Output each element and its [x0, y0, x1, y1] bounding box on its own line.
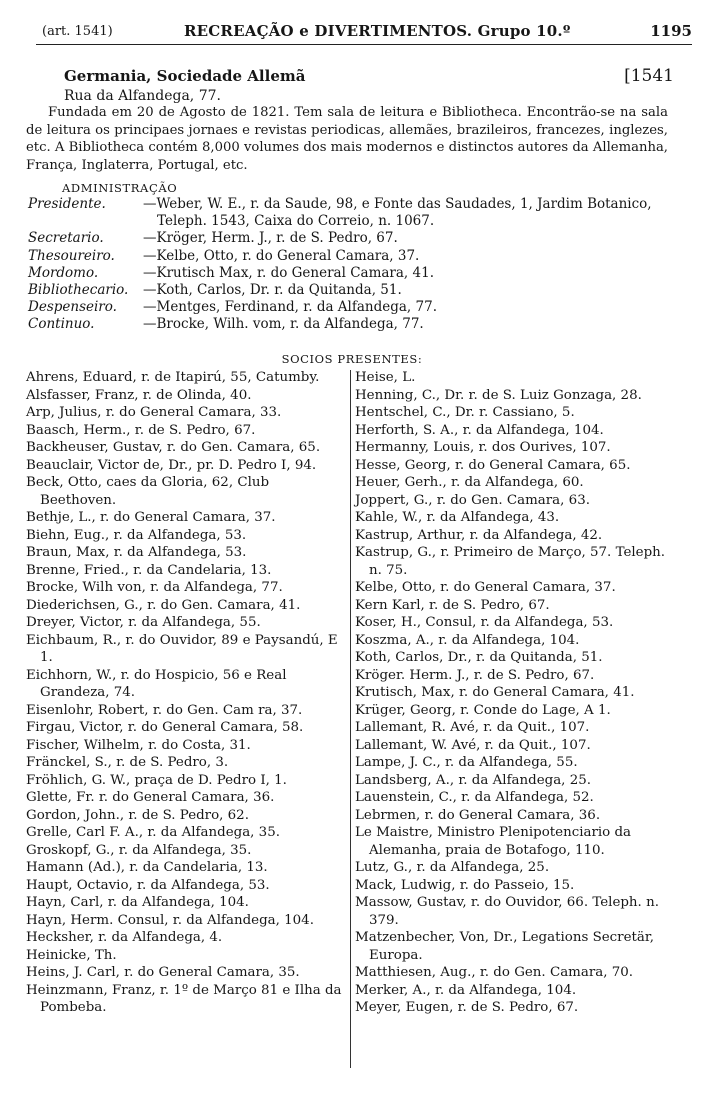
- members-column-left: [26, 369, 346, 1017]
- member-entry: Fischer, Wilhelm, r. do Costa, 31.: [26, 737, 251, 753]
- admin-row: [28, 196, 668, 230]
- member-entry: Kahle, W., r. da Alfandega, 43.: [355, 510, 560, 525]
- member-entry: Beauclair, Victor de, Dr., pr. D. Pedro I, 94.: [26, 457, 317, 473]
- administration-list: [28, 196, 668, 334]
- member-entry: Haupt, Octavio, r. da Alfandega, 53.: [26, 877, 270, 893]
- member-entry: Diederichsen, G., r. do Gen. Camara, 41.: [26, 597, 301, 613]
- member-entry: Heins, J. Carl, r. do General Camara, 35.: [26, 965, 300, 980]
- entry-title: Germania, Sociedade Allemã: [64, 67, 306, 85]
- member-entry: Heinicke, Th.: [26, 947, 117, 963]
- article-range: (art. 1541): [42, 24, 113, 39]
- member-entry: Fränckel, S., r. de S. Pedro, 3.: [26, 755, 229, 770]
- member-entry: Hayn, Carl, r. da Alfandega, 104.: [26, 895, 249, 910]
- member-entry: Heise, L.: [355, 370, 416, 385]
- member-entry: Lampe, J. C., r. da Alfandega, 55.: [355, 755, 578, 770]
- member-entry: Beck, Otto, caes da Gloria, 62, Club Beethoven.: [26, 475, 270, 508]
- member-entry: Mack, Ludwig, r. do Passeio, 15.: [355, 877, 575, 893]
- member-entry: Herforth, S. A., r. da Alfandega, 104.: [355, 422, 604, 438]
- admin-row: [28, 316, 668, 333]
- member-entry: Lebrmen, r. do General Camara, 36.: [355, 807, 601, 823]
- member-entry: Koth, Carlos, Dr., r. da Quitanda, 51.: [355, 650, 603, 665]
- member-entry: Alsfasser, Franz, r. de Olinda, 40.: [26, 387, 252, 403]
- member-entry: Hayn, Herm. Consul, r. da Alfandega, 104.: [26, 912, 314, 928]
- page-number: 1195: [650, 22, 692, 40]
- member-entry: Matzenbecher, Von, Dr., Legations Secretär, Europa.: [355, 930, 655, 963]
- admin-name: —Kelbe, Otto, r. do General Camara, 37.: [143, 247, 420, 264]
- member-entry: Bethje, L., r. do General Camara, 37.: [26, 510, 276, 525]
- admin-name: —Koth, Carlos, Dr. r. da Quitanda, 51.: [143, 282, 402, 299]
- member-entry: Eichbaum, R., r. do Ouvidor, 89 e Paysandú, E 1.: [26, 632, 338, 665]
- member-entry: Massow, Gustav, r. do Ouvidor, 66. Teleph. n. 379.: [355, 895, 659, 928]
- header-rule: [36, 44, 692, 45]
- member-entry: Hesse, Georg, r. do General Camara, 65.: [355, 457, 631, 473]
- member-entry: Eichhorn, W., r. do Hospicio, 56 e Real Grandeza, 74.: [26, 667, 287, 700]
- member-entry: Baasch, Herm., r. de S. Pedro, 67.: [26, 422, 256, 438]
- member-entry: Backheuser, Gustav, r. do Gen. Camara, 65.: [26, 440, 321, 455]
- entry-address: Rua da Alfandega, 77.: [64, 88, 221, 104]
- admin-role: Despenseiro.: [28, 299, 117, 316]
- member-entry: Joppert, G., r. do Gen. Camara, 63.: [355, 492, 590, 508]
- member-entry: Heuer, Gerh., r. da Alfandega, 60.: [355, 475, 584, 490]
- member-entry: Glette, Fr. r. do General Camara, 36.: [26, 790, 275, 805]
- member-entry: Groskopf, G., r. da Alfandega, 35.: [26, 842, 252, 858]
- member-entry: Fröhlich, G. W., praça de D. Pedro I, 1.: [26, 772, 287, 788]
- admin-role: Presidente.: [28, 196, 106, 212]
- admin-role: Continuo.: [28, 316, 95, 333]
- admin-row: [28, 299, 668, 316]
- admin-row: [28, 230, 668, 247]
- administration-heading: ADMINISTRAÇÃO: [62, 181, 178, 195]
- admin-row: [28, 248, 668, 265]
- member-entry: Kastrup, Arthur, r. da Alfandega, 42.: [355, 527, 603, 543]
- member-entry: Koser, H., Consul, r. da Alfandega, 53.: [355, 615, 614, 630]
- member-entry: Le Maistre, Ministro Plenipotenciario da Alemanha, praia de Botafogo, 110.: [355, 825, 632, 858]
- entry-description: [26, 104, 668, 174]
- member-entry: Hecksher, r. da Alfandega, 4.: [26, 930, 223, 945]
- admin-role: Thesoureiro.: [28, 247, 115, 264]
- member-entry: Arp, Julius, r. do General Camara, 33.: [26, 405, 282, 420]
- member-entry: Kelbe, Otto, r. do General Camara, 37.: [355, 580, 616, 595]
- member-entry: Gordon, John., r. de S. Pedro, 62.: [26, 807, 249, 823]
- running-header: [36, 22, 692, 44]
- admin-row: [28, 265, 668, 282]
- member-entry: Biehn, Eug., r. da Alfandega, 53.: [26, 527, 247, 543]
- members-column-right: [355, 369, 675, 1017]
- member-entry: Meyer, Eugen, r. de S. Pedro, 67.: [355, 1000, 579, 1015]
- member-entry: Dreyer, Victor, r. da Alfandega, 55.: [26, 615, 261, 630]
- admin-name: —Kröger, Herm. J., r. de S. Pedro, 67.: [143, 230, 398, 247]
- admin-row: [28, 282, 668, 299]
- member-entry: Krutisch, Max, r. do General Camara, 41.: [355, 685, 635, 700]
- section-title: RECREAÇÃO e DIVERTIMENTOS. Grupo 10.º: [184, 22, 571, 40]
- member-entry: Eisenlohr, Robert, r. do Gen. Cam ra, 37.: [26, 702, 303, 718]
- column-divider: [350, 370, 351, 1068]
- member-entry: Firgau, Victor, r. do General Camara, 58.: [26, 720, 304, 735]
- admin-role: Bibliothecario.: [28, 282, 129, 299]
- admin-name: —Brocke, Wilh. vom, r. da Alfandega, 77.: [143, 316, 424, 333]
- member-entry: Brocke, Wilh von, r. da Alfandega, 77.: [26, 580, 283, 595]
- member-entry: Hamann (Ad.), r. da Candelaria, 13.: [26, 860, 268, 875]
- member-entry: Hentschel, C., Dr. r. Cassiano, 5.: [355, 405, 575, 420]
- member-entry: Krüger, Georg, r. Conde do Lage, A 1.: [355, 702, 611, 718]
- member-entry: Heinzmann, Franz, r. 1º de Março 81 e Ilha da Pombeba.: [26, 982, 342, 1015]
- member-entry: Matthiesen, Aug., r. do Gen. Camara, 70.: [355, 965, 634, 980]
- member-entry: Lutz, G., r. da Alfandega, 25.: [355, 860, 550, 875]
- member-entry: Lauenstein, C., r. da Alfandega, 52.: [355, 790, 594, 805]
- description-text: Fundada em 20 de Agosto de 1821. Tem sala de leitura e Bibliotheca. Encontrão-se na sala de leitura os principaes jornaes e revistas periodicas, allemães, brazileiros, francezes, inglezes, etc. A Bibliotheca contém 8,000 volumes dos mais modernos e distinctos autores da Allemanha, França, Inglaterra, Portugal, etc.: [26, 105, 668, 173]
- member-entry: Lallemant, R. Avé, r. da Quit., 107.: [355, 720, 590, 735]
- member-entry: Lallemant, W. Avé, r. da Quit., 107.: [355, 737, 591, 753]
- entry-heading: [64, 66, 684, 85]
- member-entry: Ahrens, Eduard, r. de Itapirú, 55, Catumby.: [26, 370, 320, 385]
- member-entry: Landsberg, A., r. da Alfandega, 25.: [355, 772, 591, 788]
- entry-number: [1541: [624, 66, 674, 86]
- member-entry: Kröger. Herm. J., r. de S. Pedro, 67.: [355, 667, 595, 683]
- admin-name: —Mentges, Ferdinand, r. da Alfandega, 77.: [143, 299, 437, 316]
- member-entry: Grelle, Carl F. A., r. da Alfandega, 35.: [26, 825, 280, 840]
- member-entry: Kastrup, G., r. Primeiro de Março, 57. Teleph. n. 75.: [355, 545, 666, 578]
- members-heading: SOCIOS PRESENTES:: [281, 352, 423, 366]
- member-entry: Brenne, Fried., r. da Candelaria, 13.: [26, 562, 272, 578]
- admin-role: Secretario.: [28, 230, 104, 247]
- member-entry: Merker, A., r. da Alfandega, 104.: [355, 982, 577, 998]
- member-entry: Hermanny, Louis, r. dos Ourives, 107.: [355, 440, 611, 455]
- admin-name: —Weber, W. E., r. da Saude, 98, e Fonte das Saudades, 1, Jardim Botanico, Teleph. 1543, Caixa do Correio, n. 1067.: [143, 196, 652, 230]
- member-entry: Henning, C., Dr. r. de S. Luiz Gonzaga, 28.: [355, 387, 642, 403]
- member-entry: Braun, Max, r. da Alfandega, 53.: [26, 545, 247, 560]
- admin-role: Mordomo.: [28, 264, 99, 281]
- member-entry: Koszma, A., r. da Alfandega, 104.: [355, 632, 580, 648]
- admin-name: —Krutisch Max, r. do General Camara, 41.: [143, 264, 434, 281]
- member-entry: Kern Karl, r. de S. Pedro, 67.: [355, 597, 550, 613]
